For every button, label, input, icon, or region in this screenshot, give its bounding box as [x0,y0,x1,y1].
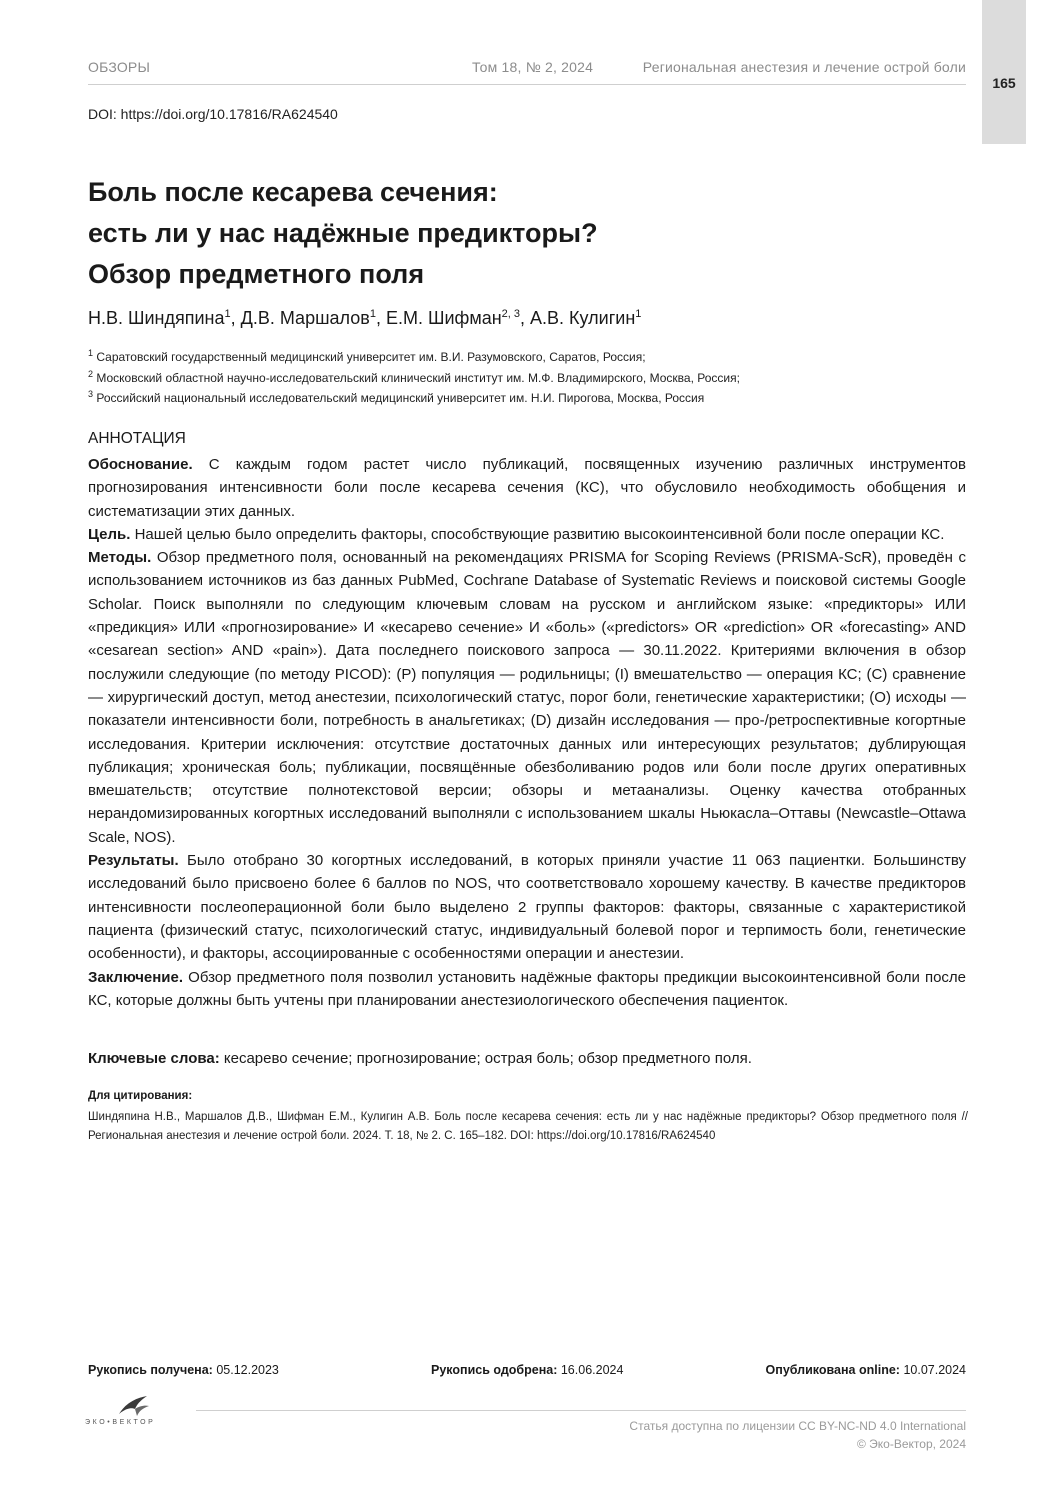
citation-text: Шиндяпина Н.В., Маршалов Д.В., Шифман Е.М., Кулигин А.В. Боль после кесарева сечения: есть ли у нас надёжные предикторы? Обзор предметного поля // Региональная анестезия и лечение острой боли. 2024. Т. 18, № 2. С. 165–182. DOI: https://doi.org/10.17816/RA624540 [88,1111,968,1142]
affiliation-number: 1 [88,348,94,358]
section-label: Заключение. [88,968,184,986]
section-text: Обзор предметного поля, основанный на рекомендациях PRISMA for Scoping Reviews (PRISMA-ScR), проведён с использованием источников из баз данных PubMed, Cochrane Database of Systematic Reviews и поисковой системы Google Scholar. Поиск выполняли по следующим ключевым словам на русском и английском языке: «предикторы» ИЛИ «предикция» ИЛИ «прогнозирование» И «кесарево сечение» И «боль» («predictors» OR «prediction» OR «forecasting» AND «cesarean section» AND «pain»). Дата последнего поискового запроса — 30.11.2022. Критериями включения в обзор послужили следующие (по методу PICOD): (P) популяция — родильницы; (I) вмешательство — операция КС; (C) сравнение — хирургический доступ, метод анестезии, психологический статус, порог боли, генетические характеристики; (O) исходы — показатели интенсивности боли, потребность в анальгетиках; (D) дизайн исследования — про-/ретроспективные когортные исследования. Критерии исключения: отсутствие достаточных данных или интересующих результатов; дублирующая публикация; хроническая боль; публикации, посвящённые обезболиванию родов или боли после других оперативных вмешательств; отсутствие полнотекстовой версии; обзоры и метаанализы. Оценку качества отобранных нерандомизированных когортных исследований выполняли с использованием шкалы Ньюкасла–Оттавы (Newcastle–Ottawa Scale, NOS). [88,549,966,846]
section-label: Обоснование. [88,456,193,473]
citation-heading: Для цитирования: [88,1090,193,1102]
bird-logo-icon [85,1392,177,1420]
copyright-text: © Эко-Вектор, 2024 [857,1436,966,1451]
abstract-background [88,453,966,523]
section-text: Было отобрано 30 когортных исследований, в которых приняли участие 11 063 пациентки. Большинству исследований было присвоено более 6 баллов по NOS, что соответствовало хорошему качеству. В качестве предикторов интенсивности послеоперационной боли было выделено 2 группы факторов: факторы, связанные с характеристикой пациента (физический статус, психологический статус, индивидуальный болевой порог и терпимость боли, генетические особенности), и факторы, ассоциированные с особенностями операции и анестезии. [88,852,966,963]
section-text: Обзор предметного поля позволил установить надёжные факторы предикции высокоинтенсивной боли после КС, которые должны быть учтены при планировании анестезиологического обеспечения пациенток. [88,968,967,1009]
section-label: Цель. [88,525,131,543]
license-block [629,1418,966,1453]
abstract-methods [88,546,966,849]
accepted-date [431,1363,623,1377]
abstract [88,453,966,1012]
author-affiliation-mark: 1 [635,308,642,320]
page-number-tab [982,0,1026,144]
issue-label: Том 18, № 2, 2024 [472,59,594,75]
abstract-conclusion [88,966,966,1013]
page-number: 165 [992,75,1016,91]
publisher-logo-text: ЭКО•ВЕКТОР [85,1419,156,1426]
section-label: ОБЗОРЫ [88,59,151,75]
keywords [88,1050,966,1067]
received-label: Рукопись получена: [88,1363,213,1377]
keywords-text: кесарево сечение; прогнозирование; острая боль; обзор предметного поля. [223,1050,752,1067]
title-line-2: есть ли у нас надёжные предикторы? [88,218,598,248]
section-label: Результаты. [88,852,179,870]
affiliation-text: Российский национальный исследовательский медицинский университет им. Н.И. Пирогова, Москва, Россия [96,391,705,405]
title-line-1: Боль после кесарева сечения: [88,177,498,207]
published-label: Опубликована online: [765,1363,900,1377]
author-affiliation-mark: 1 [369,308,376,320]
received-value: 05.12.2023 [216,1363,279,1377]
author-list: Н.В. Шиндяпина$^1$, Д.В. Маршалов$^1$, Е.М. Шифман$^{2, 3}$, А.В. Кулигин$^1$ [88,308,642,328]
publisher-logo [85,1392,177,1432]
affiliation-text: Саратовский государственный медицинский университет им. В.И. Разумовского, Саратов, Россия; [96,350,646,364]
published-value: 10.07.2024 [903,1363,966,1377]
doi-link[interactable]: DOI: https://doi.org/10.17816/RA624540 [88,106,338,122]
license-text[interactable]: Статья доступна по лицензии CC BY-NC-ND 4.0 International [629,1419,966,1433]
footer-divider [196,1410,966,1411]
author-name: Д.В. Маршалов [240,308,370,328]
section-text: С каждым годом растет число публикаций, посвященных изучению различных инструментов прогнозирования интенсивности боли после кесарева сечения (КС), что обусловило необходимость обобщения и систематизации этих данных. [88,456,966,520]
author-name: Н.В. Шиндяпина [88,308,225,328]
journal-name: Региональная анестезия и лечение острой боли [642,59,966,75]
author-name: Е.М. Шифман [385,308,502,328]
annotation-heading: АННОТАЦИЯ [88,430,186,447]
title-line-3: Обзор предметного поля [88,259,425,289]
received-date [88,1363,279,1377]
affiliation [88,369,740,385]
affiliation-number: 2 [88,369,94,379]
keywords-label: Ключевые слова: [88,1050,220,1067]
affiliation [88,389,704,405]
accepted-label: Рукопись одобрена: [431,1363,558,1377]
section-label: Методы. [88,549,152,567]
abstract-aim [88,523,966,546]
abstract-results [88,849,966,965]
section-text: Нашей целью было определить факторы, способствующие развитию высокоинтенсивной боли после операции КС. [134,525,945,543]
author-name: А.В. Кулигин [530,308,636,328]
article-title [88,172,968,295]
affiliation [88,348,646,364]
author-affiliation-mark: 1 [224,308,231,320]
accepted-value: 16.06.2024 [560,1363,624,1377]
author-affiliation-mark: 2, 3 [501,308,521,320]
affiliation-text: Московский областной научно-исследовательский клинический институт им. М.Ф. Владимирского, Москва, Россия; [96,371,740,385]
published-date [766,1363,966,1377]
header-divider [88,84,966,85]
affiliation-number: 3 [88,389,94,399]
